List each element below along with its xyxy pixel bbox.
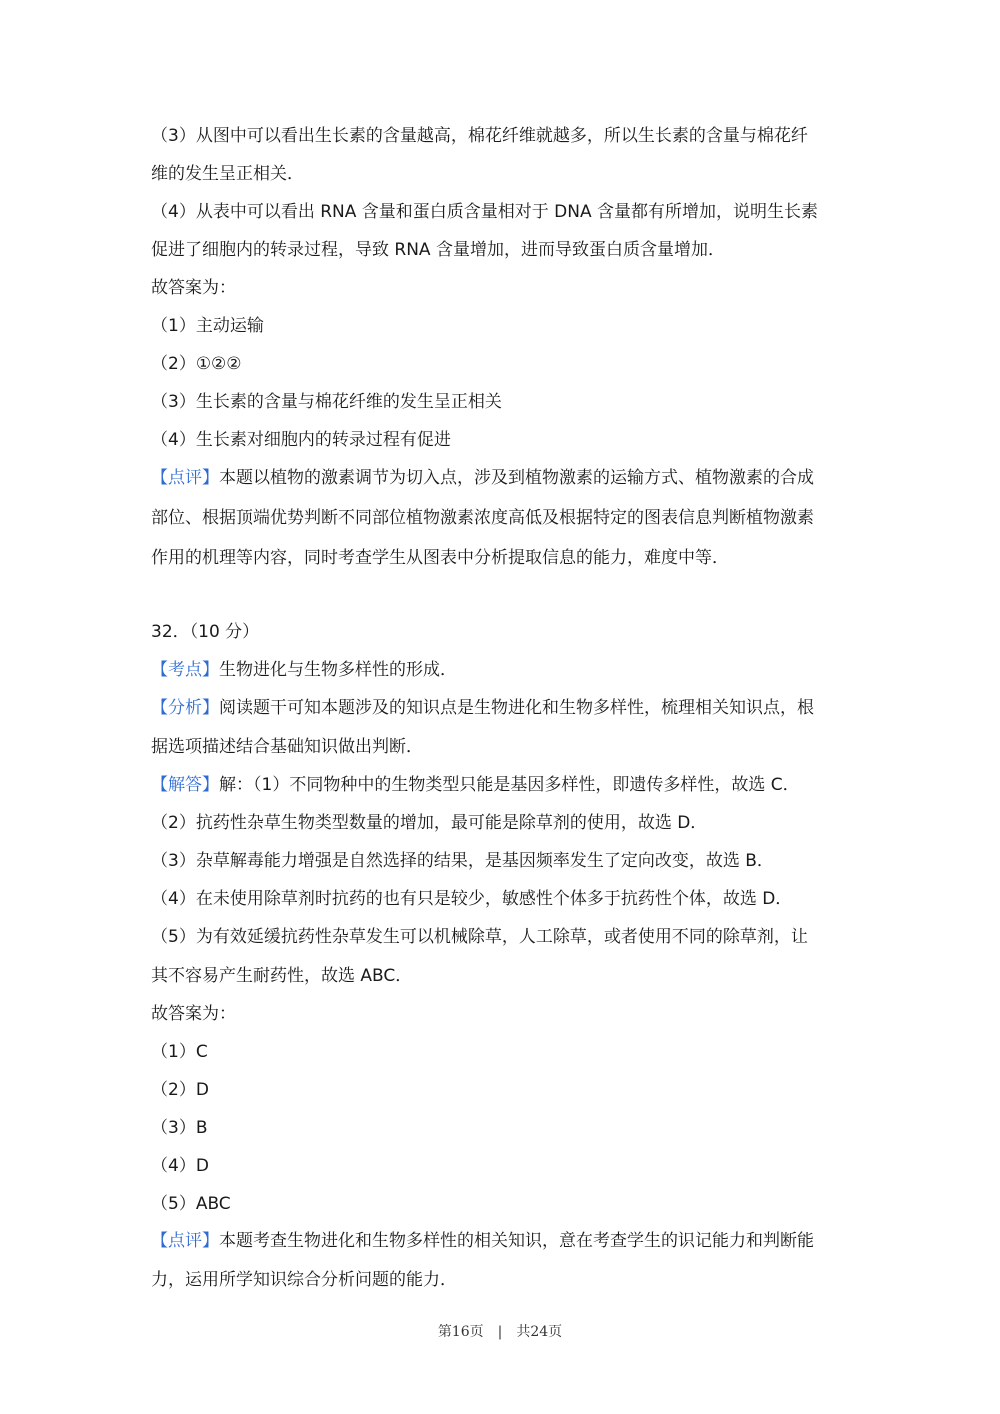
jieda-line <box>151 773 800 797</box>
solution-item: （2）抗药性杂草生物类型数量的增加，最可能是除草剂的使用，故选 D． <box>151 813 708 833</box>
solution-item: （4）在未使用除草剂时抗药的也有只是较少，敏感性个体多于抗药性个体，故选 D． <box>151 889 793 909</box>
page-footer: 第16页 | 共24页 <box>437 1324 563 1340</box>
answer-item: （3）生长素的含量与棉花纤维的发生呈正相关 <box>151 392 502 412</box>
answer-item: （1）主动运输 <box>151 316 264 336</box>
answer-label: 故答案为： <box>151 1004 236 1024</box>
fenxi-line <box>151 696 814 720</box>
answer-item: （4）生长素对细胞内的转录过程有促进 <box>151 430 451 450</box>
kaodian-line <box>151 658 457 682</box>
paragraph-line: （3）从图中可以看出生长素的含量越高，棉花纤维就越多，所以生长素的含量与棉花纤 <box>151 126 808 146</box>
answer-item: （3）B <box>151 1118 208 1138</box>
answer-item: （2）①②② <box>151 354 242 374</box>
solution-item: （5）为有效延缓抗药性杂草发生可以机械除草，人工除草，或者使用不同的除草剂，让 <box>151 927 808 947</box>
answer-item: （4）D <box>151 1156 209 1176</box>
kaodian-tag: 【考点】 <box>151 660 219 680</box>
review-tag: 【点评】 <box>151 1231 219 1251</box>
fenxi-tag: 【分析】 <box>151 698 219 718</box>
solution-item: 其不容易产生耐药性，故选 ABC． <box>151 966 413 986</box>
jieda-tag: 【解答】 <box>151 775 219 795</box>
paragraph-line: 维的发生呈正相关． <box>151 164 304 184</box>
question-header: 32．（10 分） <box>151 622 260 642</box>
answer-label: 故答案为： <box>151 278 236 298</box>
paragraph-line: （4）从表中可以看出 RNA 含量和蛋白质含量相对于 DNA 含量都有所增加，说明生长素 <box>151 202 819 222</box>
paragraph-line: 促进了细胞内的转录过程，导致 RNA 含量增加，进而导致蛋白质含量增加． <box>151 240 725 260</box>
review-line: 部位、根据顶端优势判断不同部位植物激素浓度高低及根据特定的图表信息判断植物激素 <box>151 508 814 528</box>
review-line <box>151 466 814 490</box>
review-line: 作用的机理等内容，同时考查学生从图表中分析提取信息的能力，难度中等． <box>151 548 729 568</box>
review-text: 本题考查生物进化和生物多样性的相关知识，意在考查学生的识记能力和判断能 <box>219 1231 814 1251</box>
jieda-text: 解：（1）不同物种中的生物类型只能是基因多样性，即遗传多样性，故选 C． <box>219 775 800 795</box>
answer-item: （1）C <box>151 1042 208 1062</box>
review-line: 力，运用所学知识综合分析问题的能力． <box>151 1270 457 1290</box>
review-line <box>151 1229 814 1253</box>
kaodian-text: 生物进化与生物多样性的形成． <box>219 660 457 680</box>
answer-item: （5）ABC <box>151 1194 231 1214</box>
review-text: 本题以植物的激素调节为切入点，涉及到植物激素的运输方式、植物激素的合成 <box>219 468 814 488</box>
paragraph-line: 据选项描述结合基础知识做出判断． <box>151 737 423 757</box>
answer-item: （2）D <box>151 1080 209 1100</box>
fenxi-text: 阅读题干可知本题涉及的知识点是生物进化和生物多样性，梳理相关知识点，根 <box>219 698 814 718</box>
review-tag: 【点评】 <box>151 468 219 488</box>
solution-item: （3）杂草解毒能力增强是自然选择的结果，是基因频率发生了定向改变，故选 B． <box>151 851 774 871</box>
